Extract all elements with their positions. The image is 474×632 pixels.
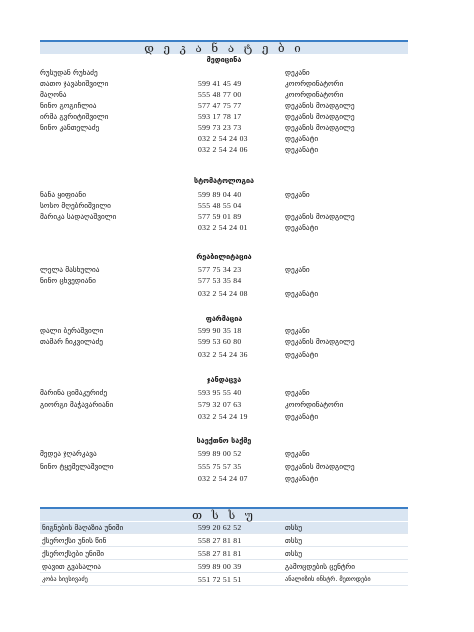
contact-role: დეკანი (285, 449, 310, 458)
contact-name: დალი ბერაშვილი (40, 326, 104, 335)
contact-row (40, 190, 408, 200)
contact-phone: 555 48 55 04 (198, 201, 242, 210)
contact-phone: 032 2 54 24 01 (198, 223, 248, 232)
contact-phone: 032 2 54 24 07 (198, 474, 248, 483)
contact-phone: 593 17 78 17 (198, 112, 242, 121)
contact-role: დეკანატი (285, 145, 319, 154)
contact-role: დეკანი (285, 190, 310, 199)
tsu-name: ნიგნების მაღაზია უნიში (42, 523, 124, 532)
contact-name: გიორგი მაჭავარიანი (40, 400, 114, 409)
contact-name: თათო ჯავახიშვილი (40, 79, 109, 88)
contact-role: დეკანატი (285, 134, 319, 143)
contact-name: ნინო ტყემელაშვილი (40, 462, 114, 471)
contact-role: დეკანატი (285, 350, 319, 359)
contact-role: კოორდინატორი (285, 90, 344, 99)
contact-row (40, 412, 408, 422)
tsu-role: გამოცდების ცენტრი (285, 562, 356, 571)
tsu-name: დავით გვასალია (42, 562, 101, 571)
tsu-phone: 599 89 00 39 (198, 562, 242, 571)
contact-row (40, 90, 408, 100)
contact-role: კოორდინატორი (285, 79, 344, 88)
contact-row (40, 101, 408, 111)
tsu-row (40, 535, 408, 547)
section-heading: საექთნო საქმე (196, 436, 252, 445)
contact-role: დეკანის მოადგილე (285, 337, 355, 346)
contact-role: დეკანის მოადგილე (285, 101, 355, 110)
contact-phone: 577 59 01 89 (198, 212, 242, 221)
contact-role: დეკანის მოადგილე (285, 112, 355, 121)
contact-phone: 599 73 23 73 (198, 123, 242, 132)
contact-phone: 599 89 00 52 (198, 449, 242, 458)
contact-phone: 555 48 77 00 (198, 90, 242, 99)
contact-role: დეკანის მოადგილე (285, 123, 355, 132)
contact-role: დეკანი (285, 388, 310, 397)
contact-name: მაღონა (40, 90, 67, 99)
section-heading: ფარმაცია (205, 314, 243, 323)
contact-name: ნინო გოგიჩლია (40, 101, 97, 110)
tsu-phone: 558 27 81 81 (198, 549, 242, 558)
contact-name: თამარ ჩიკვილაძე (40, 337, 104, 346)
tsu-row (40, 548, 408, 560)
tsu-row (40, 522, 408, 534)
contact-phone: 555 75 57 35 (198, 462, 242, 471)
tsu-name: ქსეროქსი უნის წინ (42, 536, 107, 545)
contact-phone: 599 41 45 49 (198, 79, 242, 88)
contact-name: მარიკა სადაღაშვილი (40, 212, 117, 221)
tsu-phone: 599 20 62 52 (198, 523, 242, 532)
contact-row (40, 201, 408, 211)
section-heading: რეაბილიტაცია (196, 252, 252, 261)
tsu-phone: 558 27 81 81 (198, 536, 242, 545)
contact-phone: 032 2 54 24 19 (198, 412, 248, 421)
tsu-name: კობა სიესივაძე (42, 576, 88, 583)
contact-phone: 032 2 54 24 36 (198, 350, 248, 359)
tsu-row (40, 561, 408, 573)
contact-name: მედეა ჯღარკავა (40, 449, 97, 458)
contact-row (40, 79, 408, 89)
section-heading: სტომატოლოგია (194, 176, 254, 185)
contact-row (40, 123, 408, 133)
contact-row (40, 276, 408, 286)
contact-role: დეკანის მოადგილე (285, 212, 355, 221)
contact-name: ნანა ყიფიანი (40, 190, 87, 199)
contact-phone: 577 47 75 77 (198, 101, 242, 110)
contact-row (40, 337, 408, 347)
tsu-banner: თ ს ს უ (40, 507, 408, 521)
contact-name: სოსო მღებრიშვილი (40, 201, 111, 210)
contact-name: ლელა მასხულია (40, 265, 100, 274)
tsu-role: თსსუ (285, 523, 303, 532)
contact-row (40, 145, 408, 155)
contact-phone: 599 89 04 40 (198, 190, 242, 199)
contact-role: დეკანი (285, 68, 310, 77)
contact-role: დეკანი (285, 265, 310, 274)
contact-role: დეკანატი (285, 289, 319, 298)
contact-row (40, 350, 408, 360)
contact-name: მარინა ციმაკურიძე (40, 388, 108, 397)
contact-name: რუსუდან რუხაძე (40, 68, 98, 77)
tsu-role: თსსუ (285, 549, 303, 558)
tsu-role: თსსუ (285, 536, 303, 545)
contact-row (40, 265, 408, 275)
contact-role: კოორდინატორი (285, 400, 344, 409)
contact-phone: 599 53 60 80 (198, 337, 242, 346)
section-heading: მედიცინა (206, 55, 242, 64)
contact-phone: 032 2 54 24 08 (198, 289, 248, 298)
contact-row (40, 68, 408, 78)
tsu-name: ქსეროქსები უნიში (42, 549, 104, 558)
contact-name: ირმა გვრიტიშვილი (40, 112, 109, 121)
contact-phone: 577 53 35 84 (198, 276, 242, 285)
section-heading: ჯანდაცვა (206, 375, 242, 384)
contact-phone: 579 32 07 63 (198, 400, 242, 409)
contact-phone: 032 2 54 24 03 (198, 134, 248, 143)
contact-phone: 577 75 34 23 (198, 265, 242, 274)
contact-row (40, 449, 408, 459)
contact-row (40, 474, 408, 484)
contact-row (40, 134, 408, 144)
tsu-phone: 551 72 51 51 (198, 575, 242, 584)
contact-phone: 599 90 35 18 (198, 326, 242, 335)
contact-row (40, 112, 408, 122)
contact-row (40, 212, 408, 222)
contact-role: დეკანატი (285, 412, 319, 421)
contact-role: დეკანის მოადგილე (285, 462, 355, 471)
contact-role: დეკანატი (285, 474, 319, 483)
contact-name: ნინო კანთელაძე (40, 123, 100, 132)
contact-role: დეკანატი (285, 223, 319, 232)
contact-row (40, 223, 408, 233)
contact-phone: 032 2 54 24 06 (198, 145, 248, 154)
contact-row (40, 462, 408, 472)
contact-row (40, 388, 408, 398)
tsu-role: ანალიზის ინსტრ. მეთოდები (285, 576, 371, 583)
contact-row (40, 400, 408, 410)
contact-role: დეკანი (285, 326, 310, 335)
contact-row (40, 289, 408, 299)
contact-phone: 593 95 55 40 (198, 388, 242, 397)
contact-name: ნინო ცხვედიანი (40, 276, 96, 285)
deans-banner: დ ე კ ა ნ ა ტ ე ბ ი (40, 40, 408, 54)
contact-row (40, 326, 408, 336)
tsu-row (40, 574, 408, 586)
